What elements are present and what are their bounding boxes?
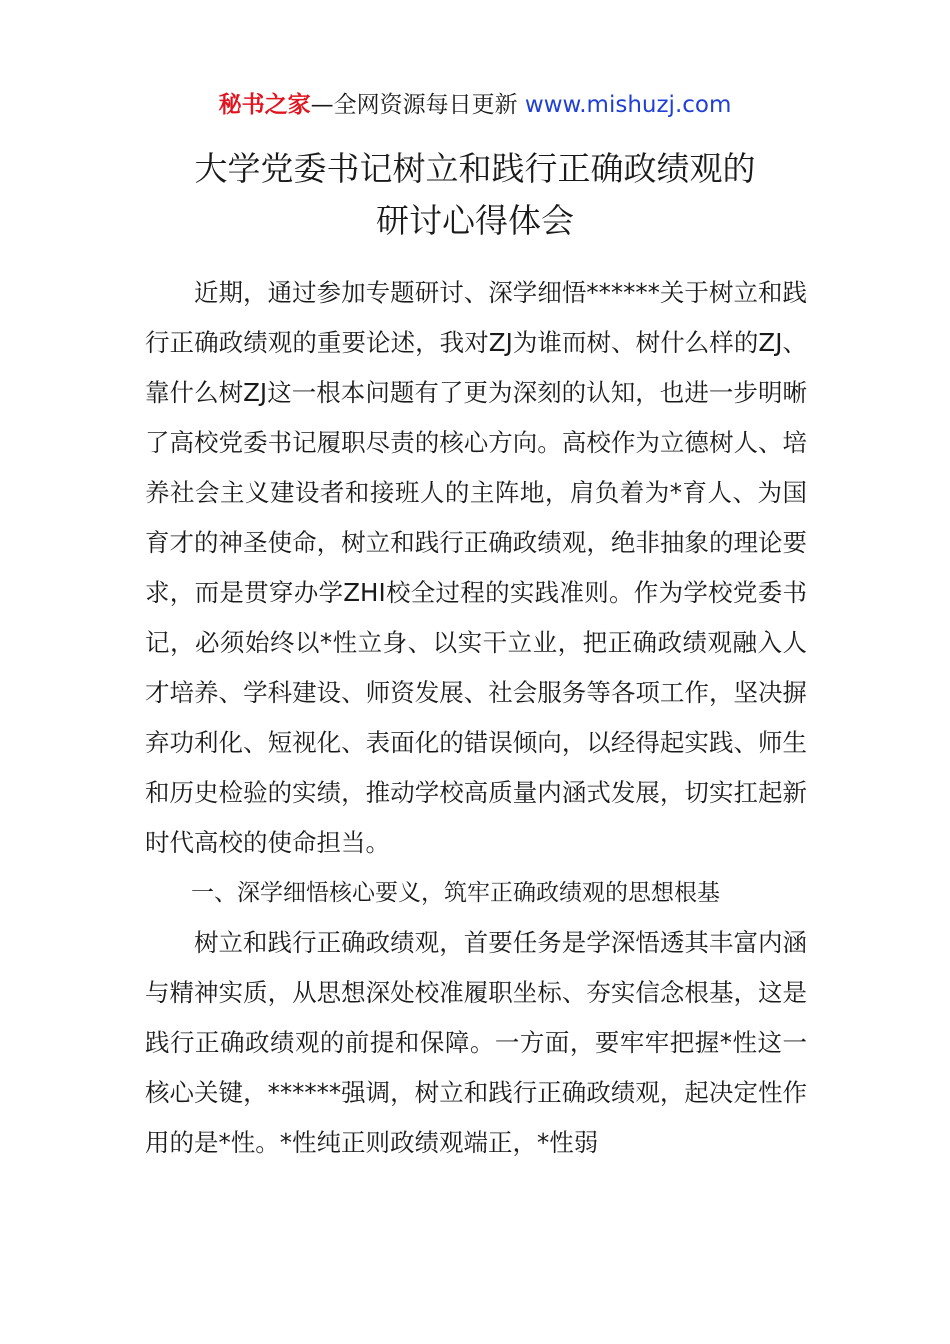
paragraph-intro: 近期，通过参加专题研讨、深学细悟******关于树立和践行正确政绩观的重要论述，我对ZJ为谁而树、树什么样的ZJ、靠什么树ZJ这一根本问题有了更为深刻的认知，也进一步明晰了高校党委书记履职尽责的核心方向。高校作为立德树人、培养社会主义建设者和接班人的主阵地，肩负着为*育人、为国育才的神圣使命，树立和践行正确政绩观，绝非抽象的理论要求，而是贯穿办学ZHI校全过程的实践准则。作为学校党委书记，必须始终以*性立身、以实干立业，把正确政绩观融入人才培养、学科建设、师资发展、社会服务等各项工作，坚决摒弃功利化、短视化、表面化的错误倾向，以经得起实践、师生和历史检验的实绩，推动学校高质量内涵式发展，切实扛起新时代高校的使命担当。 (145, 278, 807, 857)
title-line-2: 研讨心得体会 (376, 201, 574, 240)
document-body (145, 268, 807, 1168)
brand-name: 秘书之家 (218, 92, 311, 118)
document-title (0, 143, 950, 247)
section-heading-1: 一、深学细悟核心要义，筑牢正确政绩观的思想根基 (191, 880, 720, 906)
paragraph-section-1: 树立和践行正确政绩观，首要任务是学深悟透其丰富内涵与精神实质，从思想深处校准履职坐标、夯实信念根基，这是践行正确政绩观的前提和保障。一方面，要牢牢把握*性这一核心关键，******强调，树立和践行正确政绩观，起决定性作用的是*性。*性纯正则政绩观端正，*性弱 (145, 928, 807, 1157)
site-url-link[interactable]: www.mishuzj.com (524, 92, 732, 118)
header-tagline: —全网资源每日更新 (310, 92, 525, 118)
site-header (0, 88, 950, 122)
title-line-1: 大学党委书记树立和践行正确政绩观的 (194, 149, 756, 188)
